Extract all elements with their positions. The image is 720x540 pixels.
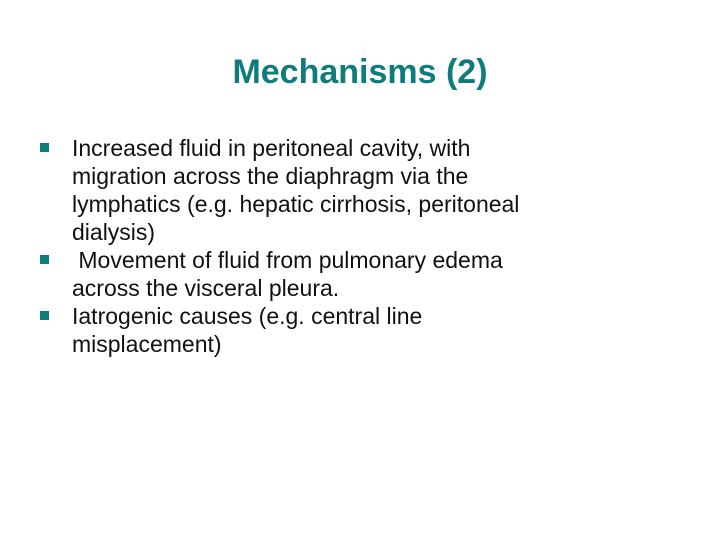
bullet-list: [40, 134, 640, 358]
slide-title: Mechanisms (2): [232, 53, 488, 91]
bullet-line: across the visceral pleura.: [72, 275, 340, 301]
bullet-line: Increased fluid in peritoneal cavity, with: [72, 135, 471, 161]
bullet-line: Iatrogenic causes (e.g. central line: [72, 303, 423, 329]
square-bullet-icon: [40, 255, 49, 264]
bullet-item: [40, 302, 640, 358]
bullet-line: migration across the diaphragm via the: [72, 163, 469, 189]
bullet-line: dialysis): [72, 219, 156, 245]
bullet-item: [40, 246, 640, 302]
bullet-line: lymphatics (e.g. hepatic cirrhosis, peritoneal: [72, 191, 520, 217]
square-bullet-icon: [40, 143, 49, 152]
square-bullet-icon: [40, 311, 49, 320]
bullet-line: Movement of fluid from pulmonary edema: [72, 247, 503, 273]
bullet-item: [40, 134, 640, 246]
bullet-line: misplacement): [72, 331, 222, 357]
